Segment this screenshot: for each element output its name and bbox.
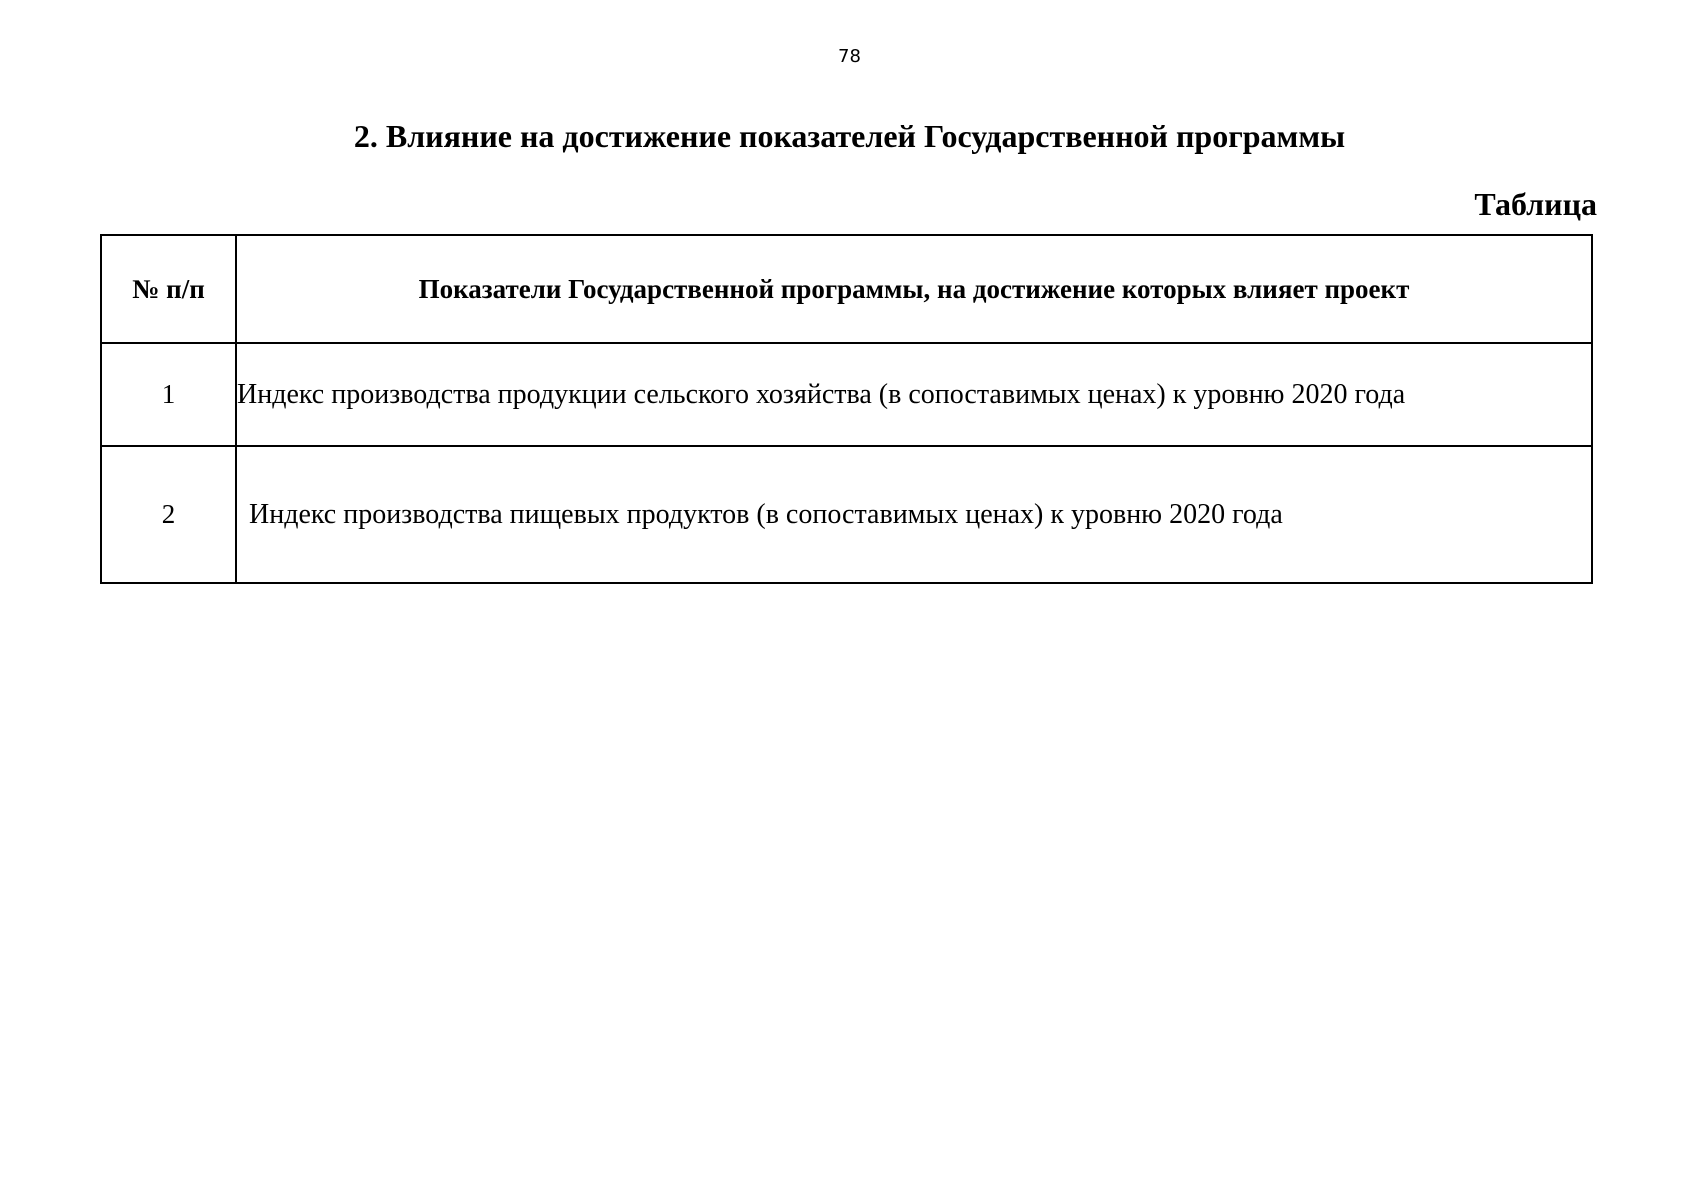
table-row [101,343,1592,446]
header-indicator: Показатели Государственной программы, на достижение которых влияет проект [236,235,1592,343]
indicators-table [100,234,1593,584]
header-number: № п/п [101,235,236,343]
row-indicator: Индекс производства продукции сельского хозяйства (в сопоставимых ценах) к уровню 2020 года [236,343,1592,446]
table-caption: Таблица [1474,186,1597,222]
page-number: 78 [838,46,861,67]
section-title: 2. Влияние на достижение показателей Государственной программы [353,118,1346,154]
table-row [101,446,1592,583]
row-number: 1 [101,343,236,446]
table-header-row [101,235,1592,343]
row-number: 2 [101,446,236,583]
row-indicator: Индекс производства пищевых продуктов (в сопоставимых ценах) к уровню 2020 года [236,446,1592,583]
